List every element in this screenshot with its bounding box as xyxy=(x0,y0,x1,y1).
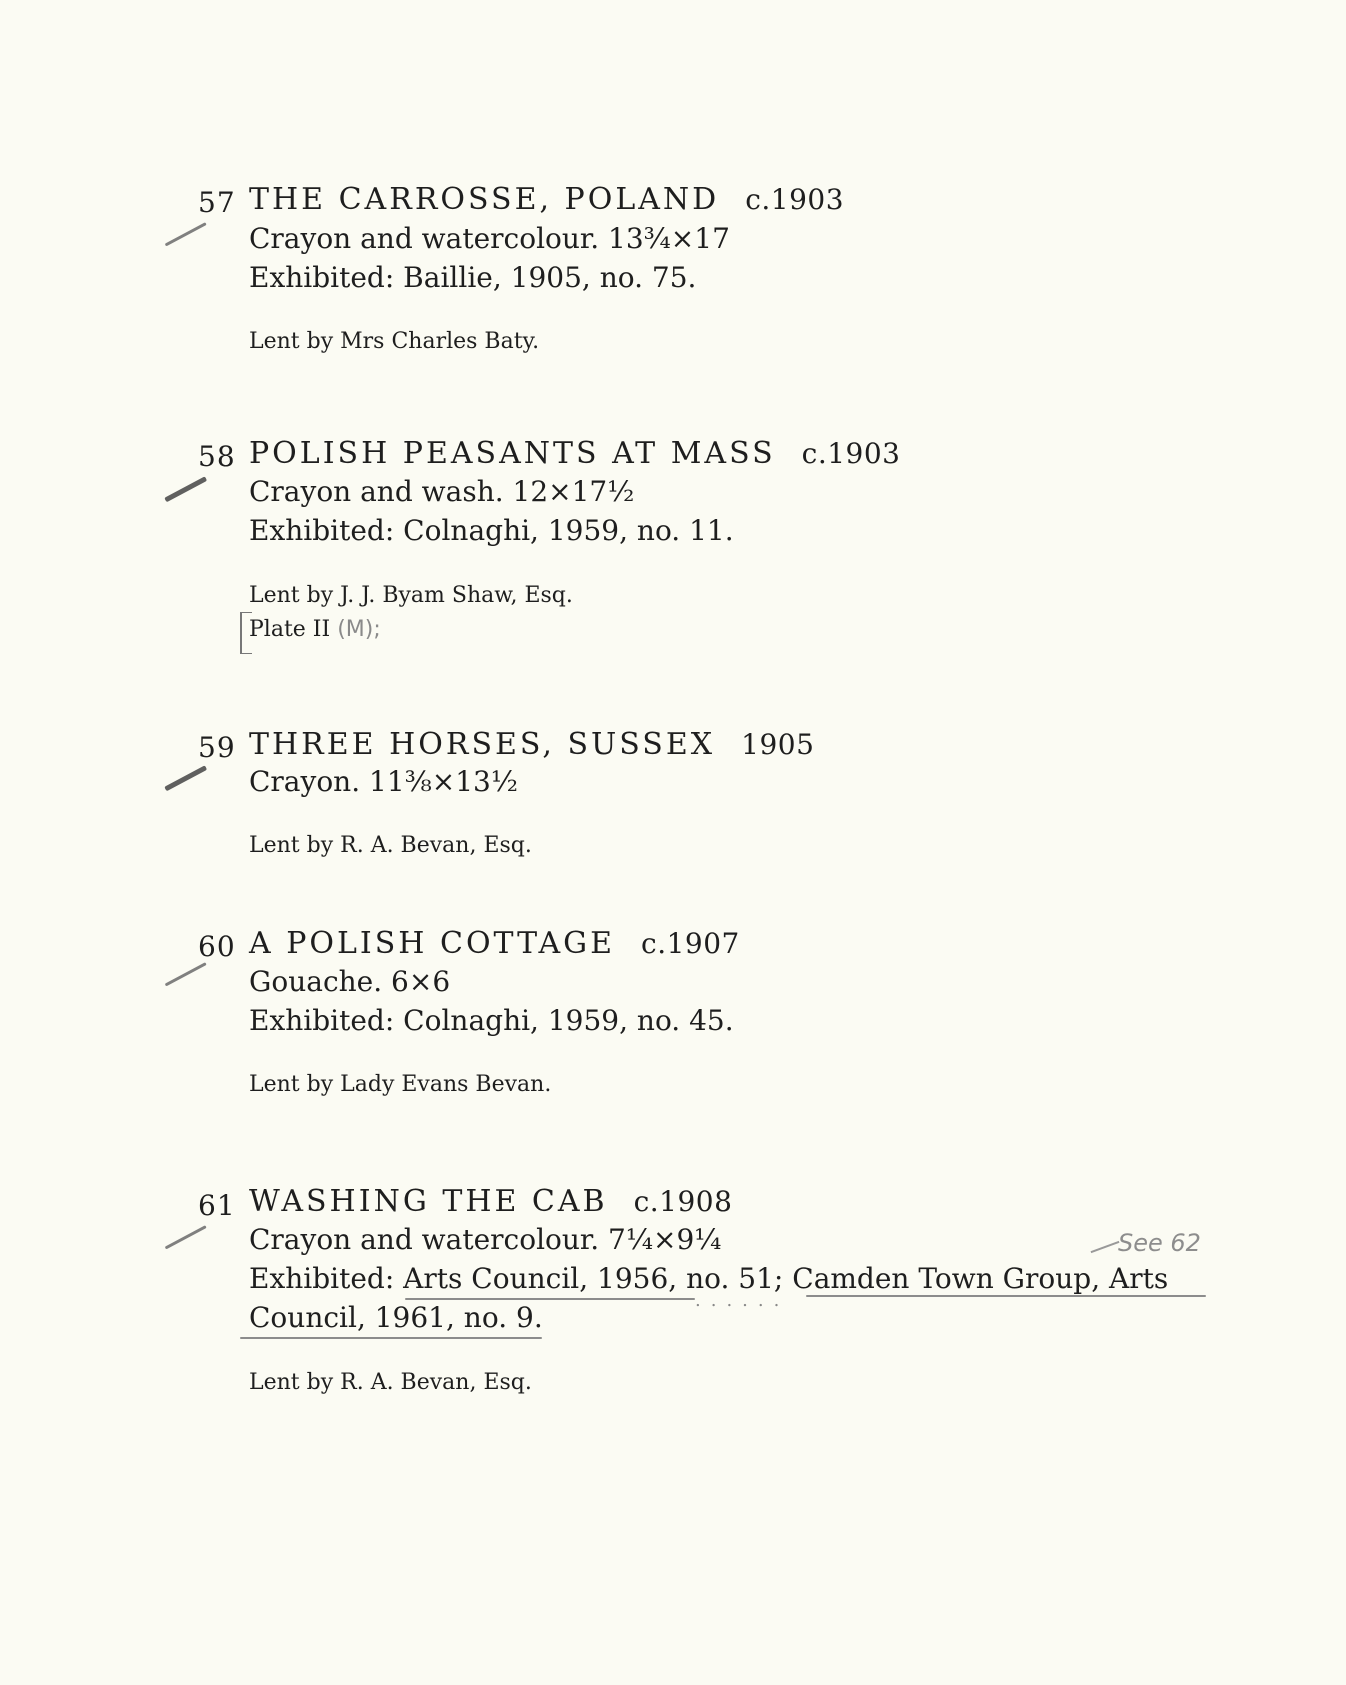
pencil-dots: ...... xyxy=(695,1290,790,1311)
entry-lender: Lent by R. A. Bevan, Esq. xyxy=(249,1370,532,1395)
entry-exhibited-cont: Council, 1961, no. 9. xyxy=(249,1301,543,1334)
entry-date: c.1903 xyxy=(801,437,901,470)
entry-medium: Crayon and watercolour. 7¼×9¼ xyxy=(249,1223,722,1256)
pencil-underline xyxy=(240,1337,542,1339)
entry-exhibited: Exhibited: Colnaghi, 1959, no. 45. xyxy=(249,1004,734,1037)
entry-number: 61 xyxy=(198,1189,236,1222)
entry-number: 59 xyxy=(198,731,236,764)
entry-title-text: THE CARROSSE, POLAND xyxy=(249,182,720,217)
entry-lender: Lent by Mrs Charles Baty. xyxy=(249,329,540,354)
entry-title xyxy=(249,926,740,961)
pencil-tick-mark xyxy=(165,1225,207,1249)
entry-exhibited: Exhibited: Arts Council, 1956, no. 51; Camden Town Group, Arts xyxy=(249,1262,1169,1295)
entry-date: c.1903 xyxy=(745,183,845,216)
entry-exhibited: Exhibited: Colnaghi, 1959, no. 11. xyxy=(249,514,734,547)
pencil-tick-mark xyxy=(165,962,207,986)
pencil-tick-mark xyxy=(164,476,207,502)
entry-exhibited: Exhibited: Baillie, 1905, no. 75. xyxy=(249,261,697,294)
plate-label: Plate II xyxy=(249,617,331,642)
entry-medium: Crayon and wash. 12×17½ xyxy=(249,475,635,508)
entry-date: c.1908 xyxy=(633,1185,733,1218)
entry-title xyxy=(249,1184,732,1219)
entry-lender: Lent by J. J. Byam Shaw, Esq. xyxy=(249,583,573,608)
entry-title-text: A POLISH COTTAGE xyxy=(249,926,616,961)
entry-title-text: POLISH PEASANTS AT MASS xyxy=(249,436,776,471)
entry-title-text: WASHING THE CAB xyxy=(249,1184,608,1219)
entry-number: 57 xyxy=(198,186,236,219)
entry-medium: Crayon and watercolour. 13¾×17 xyxy=(249,222,730,255)
pencil-stroke xyxy=(1091,1241,1120,1253)
entry-title-text: THREE HORSES, SUSSEX xyxy=(249,727,716,762)
entry-number: 58 xyxy=(198,440,236,473)
entry-lender: Lent by R. A. Bevan, Esq. xyxy=(249,833,532,858)
pencil-underline xyxy=(806,1295,1206,1297)
entry-medium: Gouache. 6×6 xyxy=(249,965,451,998)
entry-title xyxy=(249,182,844,217)
pencil-tick-mark xyxy=(164,765,207,791)
entry-title xyxy=(249,727,814,762)
entry-lender: Lent by Lady Evans Bevan. xyxy=(249,1072,552,1097)
entry-title xyxy=(249,436,901,471)
margin-note: See 62 xyxy=(1118,1229,1201,1257)
entry-number: 60 xyxy=(198,930,236,963)
pencil-underline xyxy=(405,1298,695,1300)
pencil-tick-mark xyxy=(165,222,207,246)
entry-date: c.1907 xyxy=(641,927,740,960)
entry-medium: Crayon. 11⅜×13½ xyxy=(249,765,519,798)
entry-plate xyxy=(249,617,381,642)
pencil-annotation: (M); xyxy=(337,617,381,642)
entry-date: 1905 xyxy=(741,728,815,761)
